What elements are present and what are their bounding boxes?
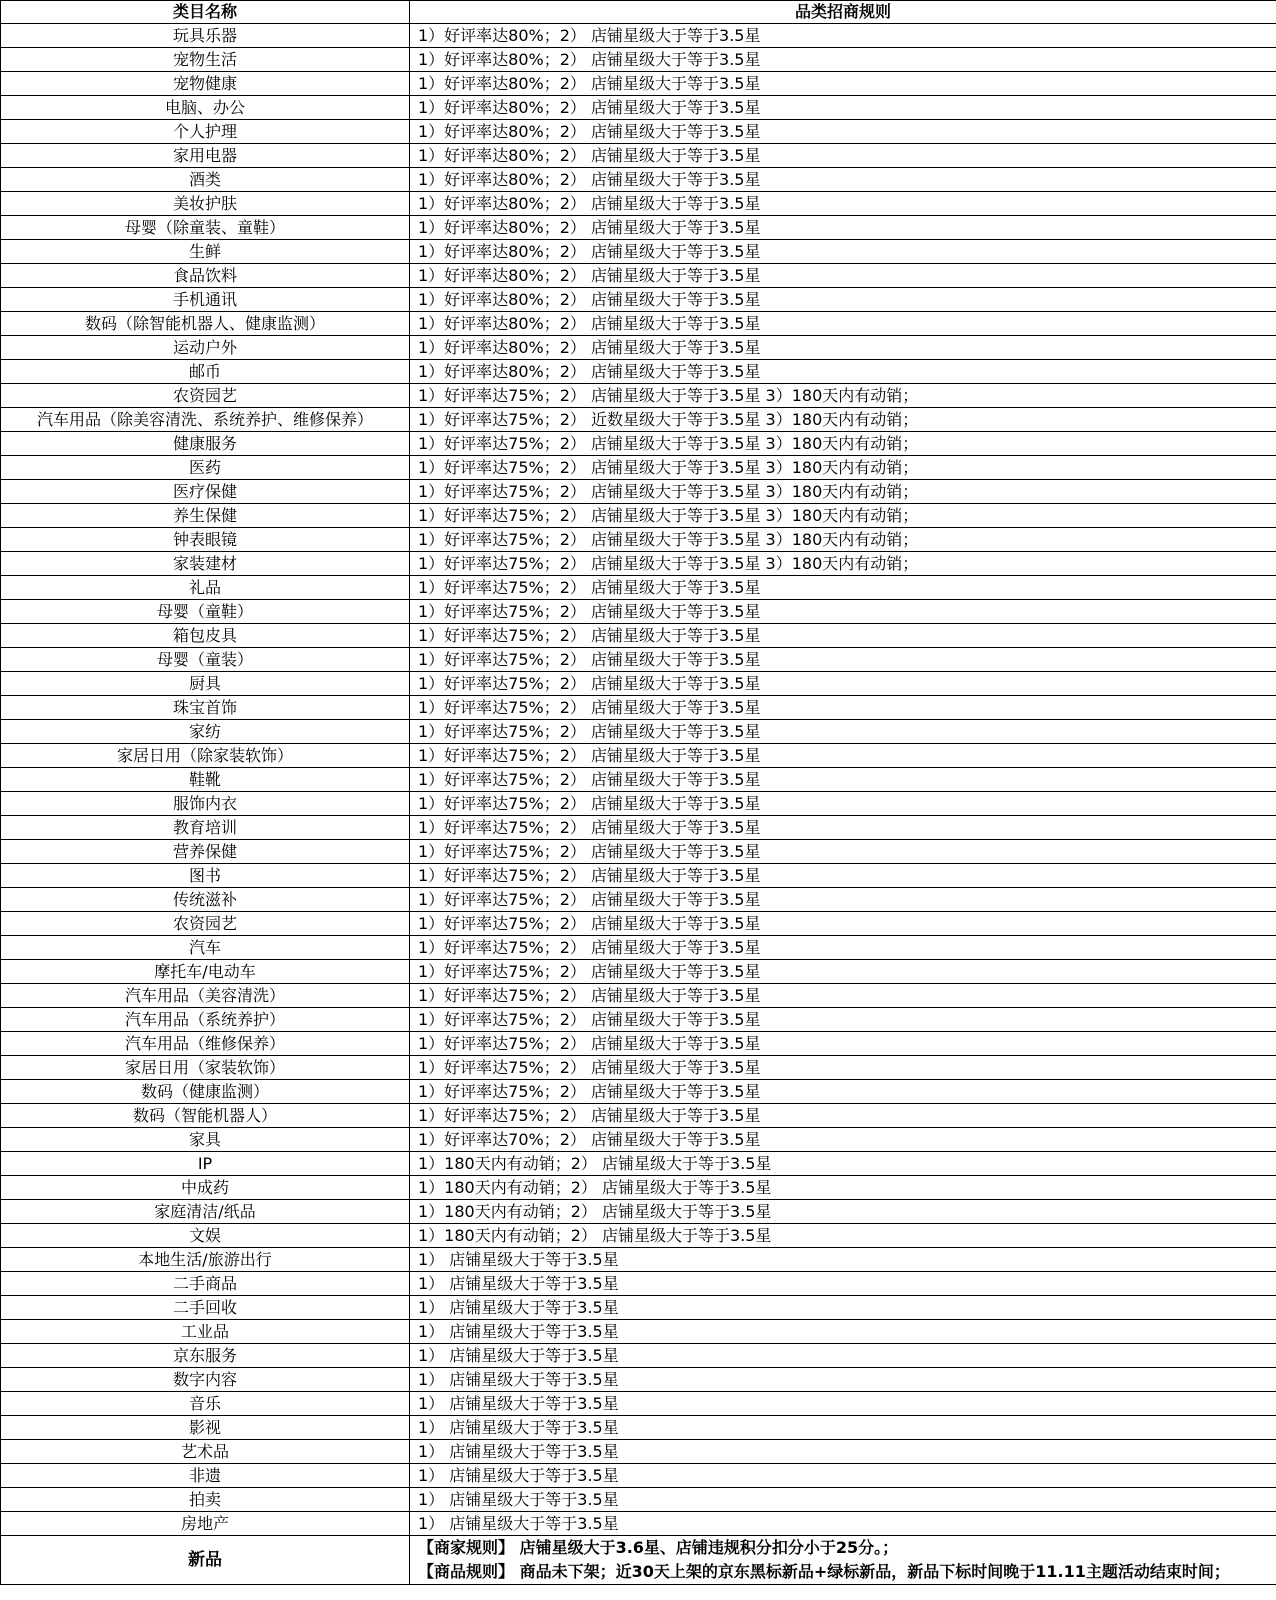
category-cell[interactable]: 数码（除智能机器人、健康监测） [1, 312, 410, 336]
table-row [1, 576, 1276, 600]
table-row [1, 1440, 1276, 1464]
rule-cell[interactable]: 1） 店铺星级大于等于3.5星 [410, 1296, 1276, 1320]
table-row [1, 1368, 1276, 1392]
table-row [1, 768, 1276, 792]
category-cell[interactable]: 汽车用品（美容清洗） [1, 984, 410, 1008]
category-cell[interactable]: 拍卖 [1, 1488, 410, 1512]
rule-cell[interactable]: 1）好评率达80%；2） 店铺星级大于等于3.5星 [410, 24, 1276, 48]
product-rule: 【商品规则】 商品未下架；近30天上架的京东黑标新品+绿标新品，新品下标时间晚于11.11主题活动结束时间； [418, 1562, 1230, 1581]
category-cell[interactable]: 家具 [1, 1128, 410, 1152]
rule-cell[interactable]: 1） 店铺星级大于等于3.5星 [410, 1440, 1276, 1464]
category-cell[interactable]: 宠物生活 [1, 48, 410, 72]
category-cell[interactable]: 京东服务 [1, 1344, 410, 1368]
table-row [1, 864, 1276, 888]
table-row [1, 816, 1276, 840]
category-cell[interactable]: 文娱 [1, 1224, 410, 1248]
category-cell[interactable]: 摩托车/电动车 [1, 960, 410, 984]
rule-cell[interactable]: 1） 店铺星级大于等于3.5星 [410, 1320, 1276, 1344]
rule-cell[interactable]: 1）好评率达75%；2） 店铺星级大于等于3.5星 [410, 672, 1276, 696]
table-row [1, 936, 1276, 960]
table-row [1, 840, 1276, 864]
table-row [1, 1224, 1276, 1248]
category-cell[interactable]: 教育培训 [1, 816, 410, 840]
category-cell[interactable]: 传统滋补 [1, 888, 410, 912]
table-row [1, 192, 1276, 216]
rule-cell[interactable]: 1）好评率达75%；2） 店铺星级大于等于3.5星 [410, 888, 1276, 912]
category-cell[interactable]: 母婴（童鞋） [1, 600, 410, 624]
category-cell[interactable]: 家装建材 [1, 552, 410, 576]
category-cell[interactable]: 母婴（童装） [1, 648, 410, 672]
rule-cell[interactable]: 1）好评率达75%；2） 店铺星级大于等于3.5星 [410, 600, 1276, 624]
table-row [1, 672, 1276, 696]
category-cell[interactable]: 家居日用（除家装软饰） [1, 744, 410, 768]
table-row [1, 48, 1276, 72]
table-row [1, 72, 1276, 96]
rule-cell[interactable]: 1）好评率达75%；2） 店铺星级大于等于3.5星 [410, 744, 1276, 768]
rule-cell[interactable]: 1）好评率达75%；2） 店铺星级大于等于3.5星 3）180天内有动销； [410, 432, 1276, 456]
category-cell[interactable]: 家纺 [1, 720, 410, 744]
category-cell[interactable]: 医疗保健 [1, 480, 410, 504]
rule-cell[interactable]: 1）180天内有动销；2） 店铺星级大于等于3.5星 [410, 1176, 1276, 1200]
rule-cell[interactable]: 1）好评率达75%；2） 店铺星级大于等于3.5星 [410, 768, 1276, 792]
category-cell[interactable]: 母婴（除童装、童鞋） [1, 216, 410, 240]
table-row [1, 1200, 1276, 1224]
rule-cell[interactable]: 1）好评率达75%；2） 店铺星级大于等于3.5星 [410, 1056, 1276, 1080]
category-cell[interactable]: 医药 [1, 456, 410, 480]
category-cell[interactable]: 数码（智能机器人） [1, 1104, 410, 1128]
category-cell[interactable]: 营养保健 [1, 840, 410, 864]
table-row [1, 288, 1276, 312]
category-cell[interactable]: 工业品 [1, 1320, 410, 1344]
rule-cell[interactable]: 1）好评率达75%；2） 店铺星级大于等于3.5星 [410, 624, 1276, 648]
category-cell[interactable]: 钟表眼镜 [1, 528, 410, 552]
rule-cell[interactable]: 1）好评率达75%；2） 店铺星级大于等于3.5星 [410, 576, 1276, 600]
table-row [1, 1320, 1276, 1344]
table-row [1, 1056, 1276, 1080]
category-cell[interactable]: 美妆护肤 [1, 192, 410, 216]
rule-cell[interactable]: 1）好评率达80%；2） 店铺星级大于等于3.5星 [410, 144, 1276, 168]
table-row [1, 96, 1276, 120]
rule-cell[interactable]: 1）好评率达80%；2） 店铺星级大于等于3.5星 [410, 192, 1276, 216]
category-cell[interactable]: 养生保健 [1, 504, 410, 528]
category-cell[interactable]: 本地生活/旅游出行 [1, 1248, 410, 1272]
table-body [1, 24, 1276, 1536]
table-row [1, 1464, 1276, 1488]
category-cell[interactable]: 生鲜 [1, 240, 410, 264]
category-cell[interactable]: IP [1, 1152, 410, 1176]
category-cell[interactable]: 电脑、办公 [1, 96, 410, 120]
rule-cell[interactable]: 1）好评率达75%；2） 店铺星级大于等于3.5星 [410, 936, 1276, 960]
category-cell[interactable]: 珠宝首饰 [1, 696, 410, 720]
category-cell[interactable]: 运动户外 [1, 336, 410, 360]
category-cell[interactable]: 个人护理 [1, 120, 410, 144]
table-row [1, 1128, 1276, 1152]
rule-cell[interactable]: 1） 店铺星级大于等于3.5星 [410, 1248, 1276, 1272]
table-row [1, 360, 1276, 384]
category-cell[interactable]: 中成药 [1, 1176, 410, 1200]
category-cell[interactable]: 农资园艺 [1, 384, 410, 408]
table-row [1, 888, 1276, 912]
rule-cell[interactable]: 1）好评率达75%；2） 店铺星级大于等于3.5星 [410, 864, 1276, 888]
table-row [1, 336, 1276, 360]
rule-cell[interactable]: 1）好评率达75%；2） 店铺星级大于等于3.5星 [410, 720, 1276, 744]
table-row [1, 696, 1276, 720]
table-row [1, 552, 1276, 576]
rule-cell[interactable]: 1） 店铺星级大于等于3.5星 [410, 1344, 1276, 1368]
rule-cell[interactable]: 1）好评率达80%；2） 店铺星级大于等于3.5星 [410, 96, 1276, 120]
category-cell[interactable]: 非遗 [1, 1464, 410, 1488]
rule-cell[interactable]: 1）好评率达75%；2） 店铺星级大于等于3.5星 [410, 1104, 1276, 1128]
rule-cell[interactable]: 1）好评率达75%；2） 店铺星级大于等于3.5星 3）180天内有动销； [410, 528, 1276, 552]
new-product-section [1, 1536, 1276, 1585]
rule-cell[interactable]: 1） 店铺星级大于等于3.5星 [410, 1488, 1276, 1512]
category-cell[interactable]: 食品饮料 [1, 264, 410, 288]
table-row [1, 1152, 1276, 1176]
rule-cell[interactable]: 1）好评率达75%；2） 店铺星级大于等于3.5星 [410, 1080, 1276, 1104]
rule-cell[interactable]: 1） 店铺星级大于等于3.5星 [410, 1464, 1276, 1488]
new-product-category[interactable]: 新品 [1, 1536, 410, 1585]
rule-cell[interactable]: 1） 店铺星级大于等于3.5星 [410, 1272, 1276, 1296]
category-cell[interactable]: 二手商品 [1, 1272, 410, 1296]
table-row [1, 912, 1276, 936]
rule-cell[interactable]: 1）好评率达80%；2） 店铺星级大于等于3.5星 [410, 168, 1276, 192]
rule-cell[interactable]: 1）好评率达75%；2） 店铺星级大于等于3.5星 3）180天内有动销； [410, 552, 1276, 576]
rule-cell[interactable]: 1）好评率达80%；2） 店铺星级大于等于3.5星 [410, 264, 1276, 288]
category-cell[interactable]: 农资园艺 [1, 912, 410, 936]
rule-cell[interactable]: 1） 店铺星级大于等于3.5星 [410, 1512, 1276, 1536]
table-row [1, 240, 1276, 264]
table-row [1, 168, 1276, 192]
rule-cell[interactable]: 1）好评率达80%；2） 店铺星级大于等于3.5星 [410, 240, 1276, 264]
table-row [1, 1032, 1276, 1056]
category-cell[interactable]: 二手回收 [1, 1296, 410, 1320]
rule-cell[interactable]: 1）好评率达80%；2） 店铺星级大于等于3.5星 [410, 72, 1276, 96]
table-row [1, 1080, 1276, 1104]
category-cell[interactable]: 数字内容 [1, 1368, 410, 1392]
rule-cell[interactable]: 1） 店铺星级大于等于3.5星 [410, 1368, 1276, 1392]
category-cell[interactable]: 手机通讯 [1, 288, 410, 312]
table-row [1, 144, 1276, 168]
rule-cell[interactable]: 1）好评率达75%；2） 店铺星级大于等于3.5星 [410, 648, 1276, 672]
category-cell[interactable]: 酒类 [1, 168, 410, 192]
table-row [1, 960, 1276, 984]
table-row [1, 984, 1276, 1008]
table-row [1, 1416, 1276, 1440]
table-row [1, 720, 1276, 744]
rule-cell[interactable]: 1） 店铺星级大于等于3.5星 [410, 1392, 1276, 1416]
rule-cell[interactable]: 1）好评率达80%；2） 店铺星级大于等于3.5星 [410, 336, 1276, 360]
rule-cell[interactable]: 1）好评率达75%；2） 店铺星级大于等于3.5星 [410, 840, 1276, 864]
rule-cell[interactable]: 1）好评率达75%；2） 店铺星级大于等于3.5星 3）180天内有动销； [410, 456, 1276, 480]
rule-cell[interactable]: 1）好评率达80%；2） 店铺星级大于等于3.5星 [410, 48, 1276, 72]
category-cell[interactable]: 宠物健康 [1, 72, 410, 96]
category-cell[interactable]: 汽车 [1, 936, 410, 960]
rule-cell[interactable]: 1）好评率达70%；2） 店铺星级大于等于3.5星 [410, 1128, 1276, 1152]
category-cell[interactable]: 箱包皮具 [1, 624, 410, 648]
header-row [1, 1, 1276, 24]
table-row [1, 312, 1276, 336]
category-cell[interactable]: 汽车用品（维修保养） [1, 1032, 410, 1056]
rule-cell[interactable]: 1）好评率达75%；2） 店铺星级大于等于3.5星 [410, 960, 1276, 984]
table-row [1, 792, 1276, 816]
category-cell[interactable]: 音乐 [1, 1392, 410, 1416]
category-cell[interactable]: 鞋靴 [1, 768, 410, 792]
category-cell[interactable]: 服饰内衣 [1, 792, 410, 816]
category-cell[interactable]: 礼品 [1, 576, 410, 600]
rule-cell[interactable]: 1）好评率达75%；2） 店铺星级大于等于3.5星 [410, 1032, 1276, 1056]
table-row [1, 648, 1276, 672]
table-row [1, 1488, 1276, 1512]
table-row [1, 264, 1276, 288]
rule-cell[interactable]: 1）好评率达75%；2） 店铺星级大于等于3.5星 3）180天内有动销； [410, 384, 1276, 408]
rule-cell[interactable]: 1）180天内有动销；2） 店铺星级大于等于3.5星 [410, 1224, 1276, 1248]
category-cell[interactable]: 影视 [1, 1416, 410, 1440]
table-row [1, 1008, 1276, 1032]
rule-cell[interactable]: 1）好评率达80%；2） 店铺星级大于等于3.5星 [410, 312, 1276, 336]
rule-cell[interactable]: 1）180天内有动销；2） 店铺星级大于等于3.5星 [410, 1200, 1276, 1224]
table-row [1, 1512, 1276, 1536]
table-row [1, 1344, 1276, 1368]
merchant-rule: 【商家规则】 店铺星级大于3.6星、店铺违规积分扣分小于25分。； [418, 1538, 899, 1557]
rule-cell[interactable]: 1）好评率达75%；2） 店铺星级大于等于3.5星 [410, 912, 1276, 936]
rule-cell[interactable]: 1） 店铺星级大于等于3.5星 [410, 1416, 1276, 1440]
category-cell[interactable]: 数码（健康监测） [1, 1080, 410, 1104]
table-row [1, 1296, 1276, 1320]
category-cell[interactable]: 厨具 [1, 672, 410, 696]
rule-cell[interactable]: 1）好评率达75%；2） 店铺星级大于等于3.5星 [410, 696, 1276, 720]
category-cell[interactable]: 艺术品 [1, 1440, 410, 1464]
rule-cell[interactable]: 1）好评率达80%；2） 店铺星级大于等于3.5星 [410, 120, 1276, 144]
rule-cell[interactable]: 1）好评率达80%；2） 店铺星级大于等于3.5星 [410, 216, 1276, 240]
rule-cell[interactable]: 1）好评率达75%；2） 店铺星级大于等于3.5星 [410, 1008, 1276, 1032]
category-cell[interactable]: 家用电器 [1, 144, 410, 168]
category-cell[interactable]: 图书 [1, 864, 410, 888]
table-row [1, 1248, 1276, 1272]
category-cell[interactable]: 家庭清洁/纸品 [1, 1200, 410, 1224]
rule-cell[interactable]: 1）好评率达75%；2） 店铺星级大于等于3.5星 3）180天内有动销； [410, 504, 1276, 528]
table-row [1, 1272, 1276, 1296]
header-rule[interactable]: 品类招商规则 [410, 1, 1276, 24]
table-row [1, 432, 1276, 456]
table-row [1, 480, 1276, 504]
rule-cell[interactable]: 1）好评率达75%；2） 店铺星级大于等于3.5星 3）180天内有动销； [410, 480, 1276, 504]
rule-cell[interactable]: 1）好评率达75%；2） 店铺星级大于等于3.5星 [410, 816, 1276, 840]
table-row [1, 1104, 1276, 1128]
table-row [1, 528, 1276, 552]
table-row [1, 408, 1276, 432]
category-cell[interactable]: 玩具乐器 [1, 24, 410, 48]
category-cell[interactable]: 邮币 [1, 360, 410, 384]
table-row [1, 1392, 1276, 1416]
rule-cell[interactable]: 1）好评率达75%；2） 店铺星级大于等于3.5星 [410, 984, 1276, 1008]
table-row [1, 504, 1276, 528]
table-row [1, 216, 1276, 240]
rule-cell[interactable]: 1）好评率达80%；2） 店铺星级大于等于3.5星 [410, 288, 1276, 312]
rule-cell[interactable]: 1）好评率达80%；2） 店铺星级大于等于3.5星 [410, 360, 1276, 384]
new-product-row [1, 1536, 1276, 1585]
table-row [1, 384, 1276, 408]
category-cell[interactable]: 汽车用品（除美容清洗、系统养护、维修保养） [1, 408, 410, 432]
rule-cell[interactable]: 1）好评率达75%；2） 近数星级大于等于3.5星 3）180天内有动销； [410, 408, 1276, 432]
category-cell[interactable]: 家居日用（家装软饰） [1, 1056, 410, 1080]
table-row [1, 624, 1276, 648]
table-row [1, 24, 1276, 48]
rule-cell[interactable]: 1）180天内有动销；2） 店铺星级大于等于3.5星 [410, 1152, 1276, 1176]
table-row [1, 456, 1276, 480]
category-cell[interactable]: 房地产 [1, 1512, 410, 1536]
category-cell[interactable]: 健康服务 [1, 432, 410, 456]
rule-cell[interactable]: 1）好评率达75%；2） 店铺星级大于等于3.5星 [410, 792, 1276, 816]
table-row [1, 120, 1276, 144]
table-row [1, 744, 1276, 768]
table-row [1, 1176, 1276, 1200]
new-product-rules[interactable] [410, 1536, 1276, 1585]
category-cell[interactable]: 汽车用品（系统养护） [1, 1008, 410, 1032]
table-row [1, 600, 1276, 624]
header-category[interactable]: 类目名称 [1, 1, 410, 24]
